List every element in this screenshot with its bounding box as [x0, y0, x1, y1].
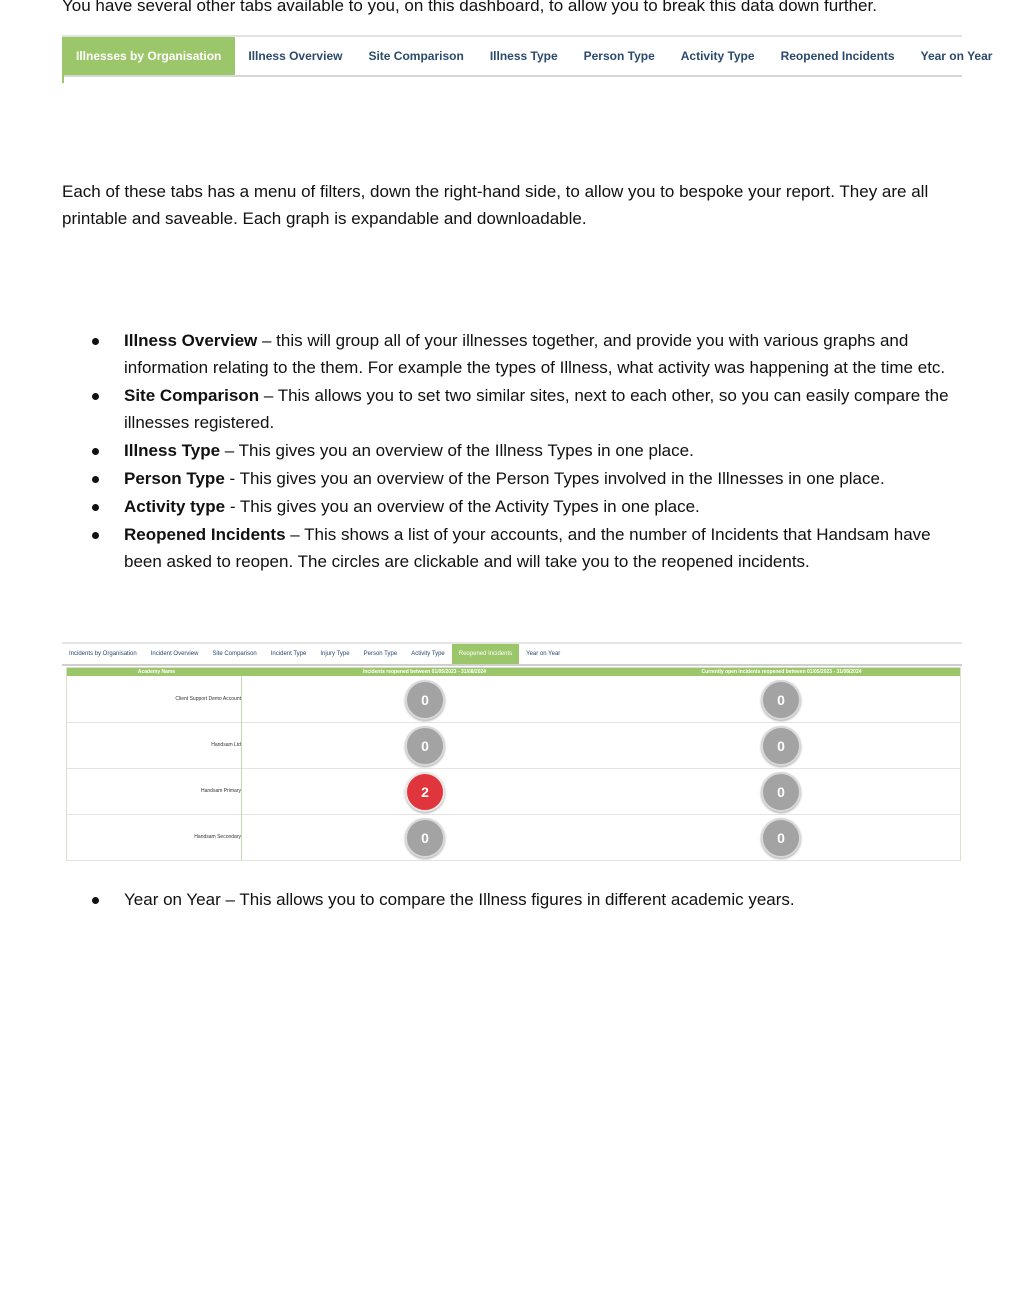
tab-activity-type[interactable]: Activity Type [680, 49, 755, 63]
tab-activity-type[interactable]: Activity Type [411, 651, 445, 657]
bullet-icon [92, 393, 99, 400]
open-count-circle[interactable]: 0 [761, 726, 801, 766]
table-row [67, 676, 960, 723]
reopened-count-circle[interactable]: 0 [405, 818, 445, 858]
tab-reopened-incidents[interactable]: Reopened Incidents [780, 49, 895, 63]
bullet-text: - This gives you an overview of the Activity Types in one place. [225, 497, 700, 516]
bullet-icon [92, 448, 99, 455]
tab-illnesses-by-organisation[interactable]: Illnesses by Organisation [62, 37, 235, 75]
tab-illness-type[interactable]: Illness Type [489, 49, 558, 63]
bullet-icon [92, 532, 99, 539]
table-row [67, 814, 960, 861]
tab-incidents-by-organisation[interactable]: Incidents by Organisation [69, 651, 137, 657]
header-incidents-reopened: Incidents reopened between 01/05/2023 - 31/08/2024 [362, 669, 487, 675]
tab-accent [62, 75, 64, 83]
list-item [62, 521, 962, 575]
bullet-term: Illness Type [124, 441, 221, 460]
reopened-table [66, 667, 961, 861]
bullet-term: Site Comparison [124, 386, 260, 405]
table-header [67, 668, 960, 676]
header-currently-open: Currently open incidents reopened between 01/05/2023 - 31/08/2024 [701, 669, 862, 675]
open-count-circle[interactable]: 0 [761, 772, 801, 812]
tab-description-list [62, 327, 962, 576]
list-item [62, 327, 962, 381]
bullet-term: Illness Overview [124, 331, 258, 350]
table-row [67, 768, 960, 815]
list-item [62, 886, 962, 913]
intro-text: You have several other tabs available to you, on this dashboard, to allow you to break this data down further. [62, 0, 877, 15]
tab-illness-overview[interactable]: Illness Overview [248, 49, 343, 63]
tab-reopened-incidents[interactable]: Reopened Incidents [452, 644, 519, 664]
bullet-text: – This gives you an overview of the Illness Types in one place. [220, 441, 694, 460]
list-item [62, 465, 962, 492]
table-row [67, 722, 960, 769]
reopened-count-circle[interactable]: 0 [405, 726, 445, 766]
tab-incident-type[interactable]: Incident Type [270, 651, 307, 657]
bullet-text: - This gives you an overview of the Person Types involved in the Illnesses in one place. [224, 469, 885, 488]
header-academy-name: Academy Name [137, 669, 176, 675]
reopened-count-circle[interactable]: 2 [405, 772, 445, 812]
bullet-icon [92, 338, 99, 345]
bullet-text: – This shows a list of your accounts, and the number of Incidents that Handsam have been asked to reopen. The circles are clickable and will take you to the reopened incidents. [124, 525, 931, 571]
list-item [62, 493, 962, 520]
bullet-term: Reopened Incidents [124, 525, 286, 544]
tab-person-type[interactable]: Person Type [583, 49, 655, 63]
tab-year-on-year[interactable]: Year on Year [920, 49, 993, 63]
reopened-incidents-screenshot [62, 642, 962, 862]
filters-paragraph: Each of these tabs has a menu of filters, down the right-hand side, to allow you to bespoke your report. They are all printable and saveable. Each graph is expandable and downloadable. [62, 182, 929, 228]
year-on-year-list [62, 886, 962, 914]
bullet-term: Activity type [124, 497, 226, 516]
reopened-count-circle[interactable]: 0 [405, 680, 445, 720]
bullet-text: – this will group all of your illnesses together, and provide you with various graphs and information relating to the them. For example the types of Illness, what activity was happening at the time etc. [124, 331, 946, 377]
tab-year-on-year[interactable]: Year on Year [526, 651, 561, 657]
academy-name: Handsam Primary [67, 768, 242, 814]
list-item [62, 382, 962, 436]
tab-injury-type[interactable]: Injury Type [320, 651, 350, 657]
tab-site-comparison[interactable]: Site Comparison [368, 49, 464, 63]
academy-name: Handsam Secondary [67, 814, 242, 860]
reopened-tab-bar [62, 642, 962, 666]
open-count-circle[interactable]: 0 [761, 818, 801, 858]
bullet-icon [92, 476, 99, 483]
bullet-icon [92, 897, 99, 904]
academy-name: Client Support Demo Account [67, 676, 242, 722]
academy-name: Handsam Ltd [67, 722, 242, 768]
list-item [62, 437, 962, 464]
tab-incident-overview[interactable]: Incident Overview [150, 651, 199, 657]
bullet-text: Year on Year – This allows you to compare the Illness figures in different academic years. [124, 890, 795, 909]
bullet-text: – This allows you to set two similar sites, next to each other, so you can easily compare the illnesses registered. [124, 386, 949, 432]
dashboard-tab-bar [62, 35, 993, 77]
open-count-circle[interactable]: 0 [761, 680, 801, 720]
bullet-term: Person Type [124, 469, 225, 488]
bullet-icon [92, 504, 99, 511]
tab-site-comparison[interactable]: Site Comparison [212, 651, 257, 657]
tab-person-type[interactable]: Person Type [363, 651, 398, 657]
